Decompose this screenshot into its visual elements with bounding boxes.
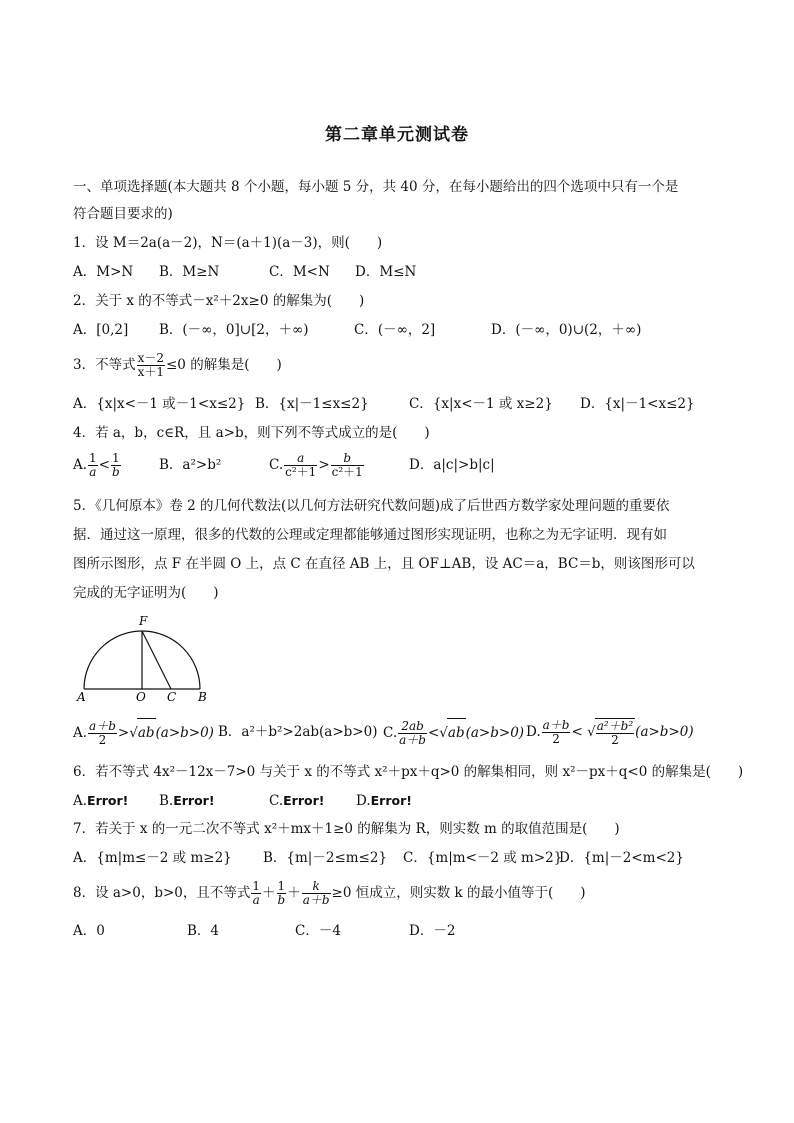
q8-option-a: A．0 xyxy=(73,923,105,939)
q7-stem: 7．若关于 x 的一元二次不等式 x²＋mx＋1≥0 的解集为 R，则实数 m 的取值范围是( ) xyxy=(73,821,620,837)
label-b: B xyxy=(198,690,207,704)
q6-option-c: C.Error! xyxy=(269,793,325,809)
q3-option-b: B．{x|－1≤x≤2} xyxy=(255,396,369,412)
q2-option-d: D．(－∞，0)∪(2，＋∞) xyxy=(491,322,642,338)
q5-options xyxy=(73,718,728,747)
q8-stem: 8．设 a>0，b>0，且不等式 $\frac{1}{a}$ ＋ $\frac{1}{b}$ ＋ $\frac{k}{a+b}$ ≥0 恒成立，则实数 k 的最小值等于( ) xyxy=(73,879,586,907)
q2-option-b: B．(－∞，0]∪[2，＋∞) xyxy=(159,322,309,338)
q2-option-c: C．(－∞，2] xyxy=(354,322,436,338)
section-heading-line1: 一、单项选择题(本大题共 8 个小题，每小题 5 分，共 40 分，在每小题给出的四个选项中只有一个是 xyxy=(73,179,679,195)
q5-line1: 5．《几何原本》卷 2 的几何代数法(以几何方法研究代数问题)成了后世西方数学家处理问题的重要依 xyxy=(73,498,670,514)
q6-option-b: B.Error! xyxy=(159,793,215,809)
q5-option-b: B．a²＋b²>2ab(a>b>0) xyxy=(218,724,378,740)
q3-stem: 3．不等式 $\frac{x-2}{x+1}$ ≤0 的解集是( ) xyxy=(73,351,282,379)
q5-option-a: A. $\frac{a+b}{2}$ >√ab(a>b>0) xyxy=(73,719,214,747)
q5-option-c: C. $\frac{2ab}{a+b}$ <√ab(a>b>0) xyxy=(383,719,525,747)
q6-options xyxy=(73,792,728,810)
section-heading-line2: 符合题目要求的) xyxy=(73,206,173,222)
q3-option-d: D．{x|－1<x≤2} xyxy=(580,396,695,412)
q3-option-c: C．{x|x<－1 或 x≥2} xyxy=(409,396,553,412)
label-f: F xyxy=(139,614,148,628)
page-title: 第二章单元测试卷 xyxy=(325,125,469,145)
q2-option-a: A．[0,2] xyxy=(73,322,129,338)
q3-option-a: A．{x|x<－1 或－1<x≤2} xyxy=(73,396,246,412)
q5-option-d: D. $\frac{a+b}{2}$ < √ $\frac{\text{a²＋b²}}{2}$ (a>b>0) xyxy=(526,718,694,747)
q8-option-d: D．－2 xyxy=(409,923,456,939)
label-o: O xyxy=(136,690,146,704)
q7-option-a: A．{m|m≤－2 或 m≥2} xyxy=(73,850,232,866)
q8-option-b: B．4 xyxy=(187,923,220,939)
q6-option-d: D.Error! xyxy=(356,793,412,809)
q2-stem: 2．关于 x 的不等式－x²＋2x≥0 的解集为( ) xyxy=(73,293,365,309)
q7-options xyxy=(73,849,728,867)
q7-option-c: C．{m|m<－2 或 m>2} xyxy=(403,850,563,866)
q5-line2: 据．通过这一原理，很多的代数的公理或定理都能够通过图形实现证明，也称之为无字证明．现有如 xyxy=(73,527,667,543)
q1-option-a: A．M>N xyxy=(73,264,134,280)
label-c: C xyxy=(167,690,177,704)
q1-option-c: C．M<N xyxy=(269,264,330,280)
q1-stem: 1．设 M＝2a(a－2)，N＝(a＋1)(a－3)，则( ) xyxy=(73,235,383,251)
q4-stem: 4．若 a，b，c∈R，且 a>b，则下列不等式成立的是( ) xyxy=(73,425,430,441)
q4-option-c: C. $\frac{a}{\text{c²＋1}}$ > $\frac{b}{\text{c²＋1}}$ xyxy=(269,451,363,479)
q8-option-c: C．－4 xyxy=(295,923,341,939)
q4-option-a: A. $\frac{1}{a}$ < $\frac{1}{b}$ xyxy=(73,451,120,479)
q8-options xyxy=(73,922,728,940)
q4-option-d: D．a|c|>b|c| xyxy=(409,457,495,473)
q5-line3: 图所示图形，点 F 在半圆 O 上，点 C 在直径 AB 上，且 OF⊥AB，设 AC＝a，BC＝b，则该图形可以 xyxy=(73,556,695,572)
q3-fraction: $\frac{x-2}{x+1}$ xyxy=(137,351,164,379)
q7-option-b: B．{m|－2≤m≤2} xyxy=(263,850,388,866)
q6-option-a: A.Error! xyxy=(73,793,129,809)
label-a: A xyxy=(77,690,86,704)
q5-line4: 完成的无字证明为( ) xyxy=(73,585,219,601)
q1-option-b: B．M≥N xyxy=(159,264,220,280)
q4-option-b: B．a²>b² xyxy=(159,457,222,473)
q7-option-d: D．{m|－2<m<2} xyxy=(559,850,684,866)
q6-stem: 6．若不等式 4x²－12x－7>0 与关于 x 的不等式 x²＋px＋q>0 的解集相同，则 x²－px＋q<0 的解集是( ) xyxy=(73,764,744,780)
q1-option-d: D．M≤N xyxy=(355,264,417,280)
segment-fc xyxy=(142,631,171,689)
